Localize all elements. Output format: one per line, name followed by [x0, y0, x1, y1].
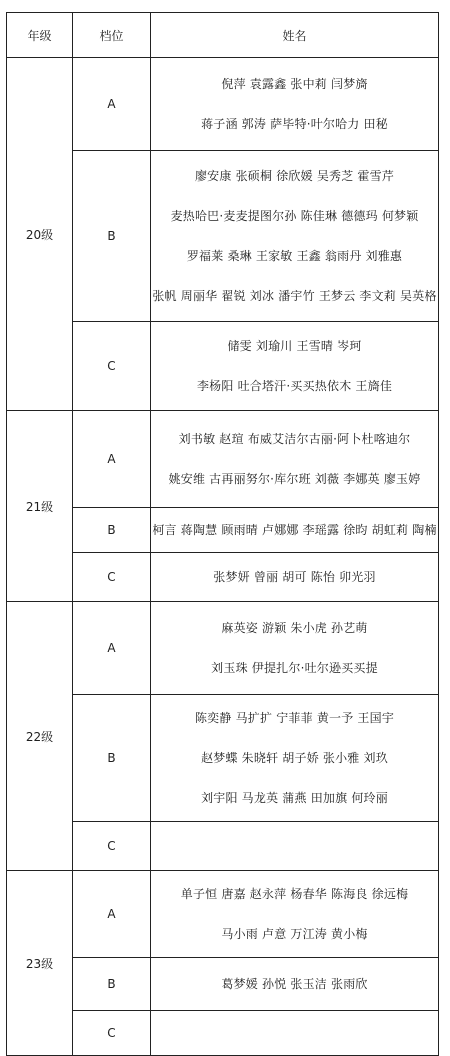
- roster-table: [6, 12, 439, 1056]
- names-cell: [151, 411, 439, 508]
- tier-row: [7, 411, 439, 508]
- name-line: 蒋子涵 郭涛 萨毕特·叶尔哈力 田秘: [201, 117, 388, 131]
- grade-cell: 21级: [7, 411, 73, 602]
- tier-cell: C: [73, 553, 151, 602]
- names-cell: [151, 322, 439, 411]
- tier-cell: A: [73, 411, 151, 508]
- names-cell: [151, 1011, 439, 1056]
- name-line: 麻英姿 游颖 朱小虎 孙艺萌: [221, 621, 368, 635]
- tier-row: [7, 602, 439, 695]
- grade-cell: 20级: [7, 58, 73, 411]
- names-cell: [151, 151, 439, 322]
- name-line: 廖安康 张硕桐 徐欣媛 吴秀芝 霍雪芹: [194, 169, 395, 183]
- names-cell: [151, 695, 439, 822]
- header-row: [7, 13, 439, 58]
- name-line: 刘玉珠 伊提扎尔·吐尔逊买买提: [211, 661, 378, 675]
- name-line: 张梦妍 曾丽 胡可 陈怡 卯光羽: [213, 570, 376, 584]
- name-line: 赵梦蝶 朱晓轩 胡子娇 张小雅 刘玖: [201, 751, 388, 765]
- name-line: 张帆 周丽华 翟锐 刘冰 潘宇竹 王梦云 李文莉 吴英格: [152, 289, 437, 303]
- names-cell: [151, 58, 439, 151]
- names-cell: [151, 958, 439, 1011]
- name-line: 倪萍 袁露鑫 张中莉 闫梦旖: [221, 77, 368, 91]
- header-grade: 年级: [7, 13, 73, 58]
- tier-cell: B: [73, 151, 151, 322]
- names-cell: [151, 822, 439, 871]
- roster-body: [7, 58, 439, 1056]
- tier-cell: C: [73, 1011, 151, 1056]
- name-line: 姚安维 古再丽努尔·库尔班 刘薇 李娜英 廖玉婷: [168, 472, 421, 486]
- tier-cell: C: [73, 822, 151, 871]
- names-cell: [151, 871, 439, 958]
- names-cell: [151, 508, 439, 553]
- name-line: 单子恒 唐嘉 赵永萍 杨春华 陈海良 徐远梅: [180, 887, 409, 901]
- tier-cell: A: [73, 58, 151, 151]
- tier-cell: B: [73, 695, 151, 822]
- name-line: 麦热哈巴·麦麦提图尔孙 陈佳琳 德德玛 何梦颖: [170, 209, 419, 223]
- names-cell: [151, 553, 439, 602]
- name-line: 刘书敏 赵瑄 布威艾洁尔古丽·阿卜杜喀迪尔: [178, 432, 411, 446]
- tier-cell: A: [73, 602, 151, 695]
- name-line: 马小雨 卢意 万江涛 黄小梅: [221, 927, 368, 941]
- name-line: 柯言 蒋陶慧 顾雨晴 卢娜娜 李瑶露 徐昀 胡虹莉 陶楠: [152, 523, 437, 537]
- name-line: 李杨阳 吐合塔汗·买买热依木 王旖佳: [196, 379, 393, 393]
- tier-row: [7, 58, 439, 151]
- name-line: 罗福莱 桑琳 王家敏 王鑫 翁雨丹 刘雅惠: [186, 249, 403, 263]
- name-line: 刘宇阳 马龙英 蒲燕 田加旗 何玲丽: [201, 791, 388, 805]
- header-name: 姓名: [151, 13, 439, 58]
- tier-row: [7, 871, 439, 958]
- tier-cell: B: [73, 958, 151, 1011]
- name-line: 储雯 刘瑜川 王雪晴 岑珂: [227, 339, 362, 353]
- name-line: 葛梦媛 孙悦 张玉洁 张雨欣: [221, 977, 368, 991]
- grade-cell: 23级: [7, 871, 73, 1056]
- name-line: 陈奕静 马扩扩 宁菲菲 黄一予 王国宇: [194, 711, 395, 725]
- tier-cell: C: [73, 322, 151, 411]
- names-cell: [151, 602, 439, 695]
- grade-cell: 22级: [7, 602, 73, 871]
- tier-cell: A: [73, 871, 151, 958]
- tier-cell: B: [73, 508, 151, 553]
- header-tier: 档位: [73, 13, 151, 58]
